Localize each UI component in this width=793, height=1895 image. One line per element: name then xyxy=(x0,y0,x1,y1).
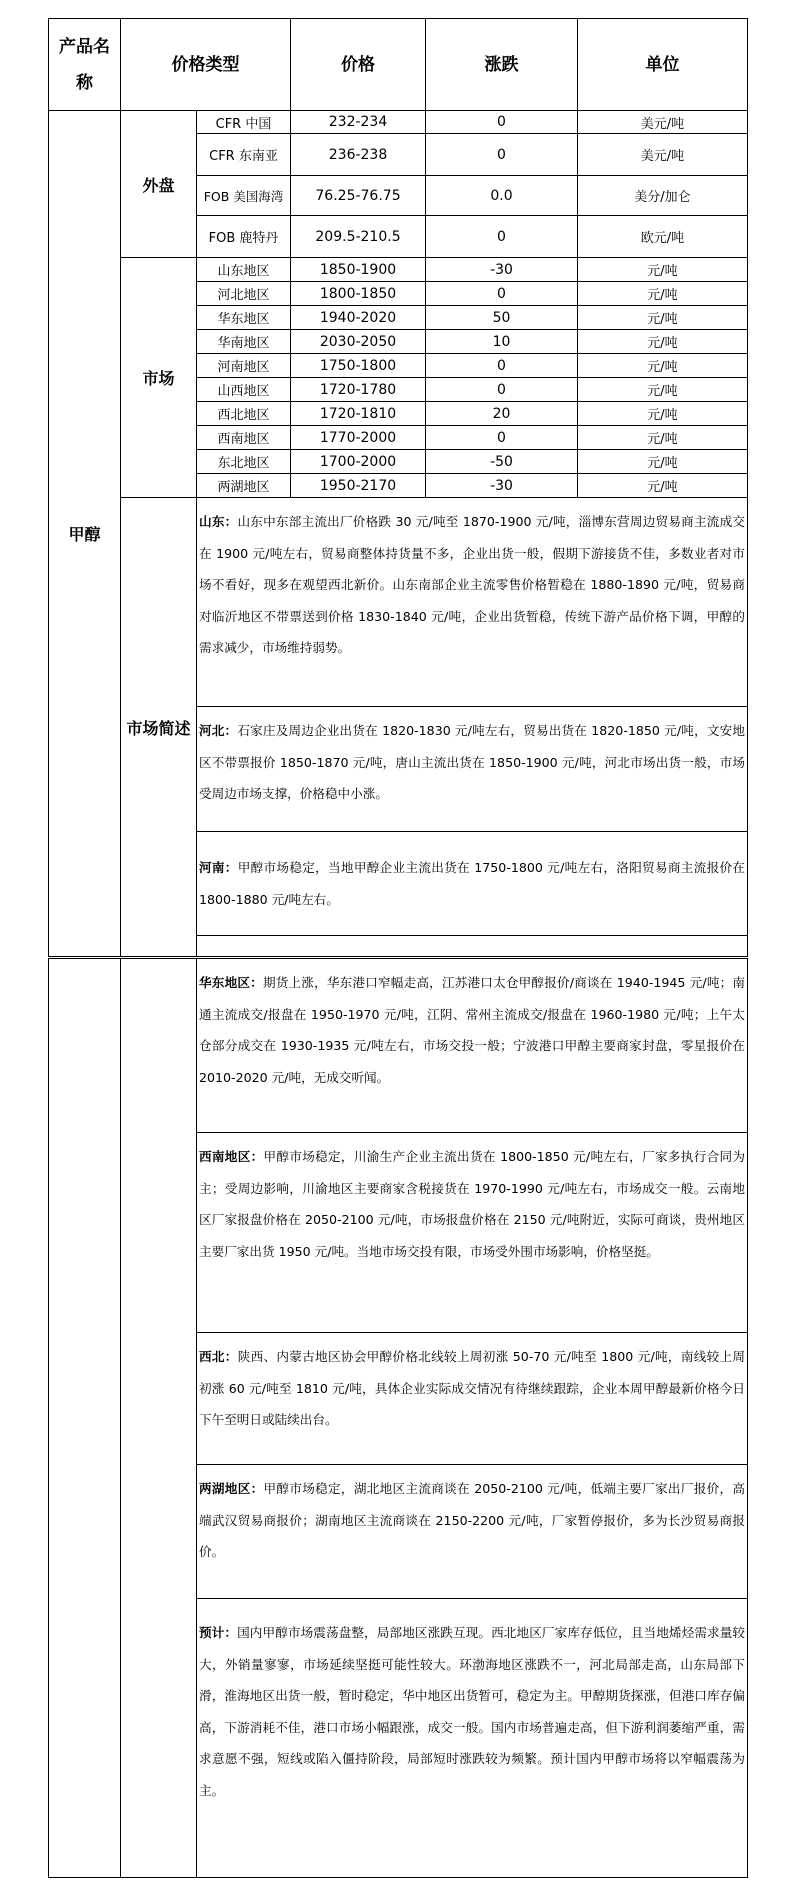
mkt-change: -50 xyxy=(490,453,513,470)
mkt-unit: 元/吨 xyxy=(647,384,678,399)
mkt-unit: 元/吨 xyxy=(647,336,678,351)
mkt-change: 0 xyxy=(497,429,506,446)
mkt-unit: 元/吨 xyxy=(647,432,678,447)
paragraph-text: 国内甲醇市场震荡盘整，局部地区涨跌互现。西北地区厂家库存低位，且当地烯烃需求量较大，外销量寥寥，市场延续坚挺可能性较大。环渤海地区涨跌不一，河北局部走高，山东局部下滑，淮海地区出货一般，暂时稳定，华中地区出货暂可，稳定为主。甲醇期货探涨，但港口库存偏高，下游消耗不佳，港口市场小幅跟涨，成交一般。国内市场普遍走高，但下游利润萎缩严重，需求意愿不强，短线或陷入僵持阶段，局部短时涨跌较为频繁。预计国内甲醇市场将以窄幅震荡为主。 xyxy=(199,1625,746,1798)
header-price: 价格 xyxy=(341,54,375,75)
mkt-type: 西北地区 xyxy=(217,408,270,423)
mkt-unit: 元/吨 xyxy=(647,360,678,375)
region-label: 预计： xyxy=(199,1625,238,1640)
summary-paragraph-hubei-hunan xyxy=(197,1465,747,1598)
summary-paragraph-east-china xyxy=(197,959,747,1132)
ext-type-1: CFR 中国 xyxy=(215,116,272,132)
ext-change-3: 0.0 xyxy=(490,187,513,204)
mkt-price: 1720-1780 xyxy=(319,381,397,398)
mkt-unit: 元/吨 xyxy=(647,264,678,279)
mkt-type: 华东地区 xyxy=(217,312,270,327)
ext-type-3: FOB 美国海湾 xyxy=(203,188,284,204)
mkt-price: 1700-2000 xyxy=(319,453,397,470)
mkt-unit: 元/吨 xyxy=(647,480,678,495)
ext-unit-3: 美分/加仑 xyxy=(634,190,691,205)
mkt-price: 1950-2170 xyxy=(319,477,397,494)
mkt-change: 0 xyxy=(497,381,506,398)
summary-paragraph-hebei xyxy=(197,707,747,831)
mkt-change: 20 xyxy=(492,405,511,422)
mkt-type: 东北地区 xyxy=(217,456,270,471)
paragraph-text: 期货上涨，华东港口窄幅走高，江苏港口太仓甲醇报价/商谈在 1940-1945 元/吨；南通主流成交/报盘在 1950-1970 元/吨，江阴、常州主流成交/报盘在 1960-1980 元/吨；上午太仓部分成交在 1930-1935 元/吨左右，市场交投一般；宁波港口甲醇主要商家封盘，零星报价在 2010-2020 元/吨，无成交听闻。 xyxy=(199,975,746,1085)
region-label: 河北： xyxy=(199,723,238,738)
mkt-price: 1940-2020 xyxy=(319,309,397,326)
mkt-price: 2030-2050 xyxy=(319,333,397,350)
ext-type-2: CFR 东南亚 xyxy=(209,149,278,164)
summary-paragraph-forecast xyxy=(197,1599,747,1877)
mkt-price: 1850-1900 xyxy=(319,261,397,278)
mkt-type: 华南地区 xyxy=(217,336,270,351)
mkt-unit: 元/吨 xyxy=(647,456,678,471)
paragraph-text: 陕西、内蒙古地区协会甲醇价格北线较上周初涨 50-70 元/吨至 1800 元/吨，南线较上周初涨 60 元/吨至 1810 元/吨，具体企业实际成交情况有待继续跟踪，企业本周甲醇最新价格今日下午至明日或陆续出台。 xyxy=(199,1349,745,1427)
region-label: 西北： xyxy=(199,1349,238,1364)
mkt-type: 河北地区 xyxy=(217,288,270,303)
mkt-change: -30 xyxy=(490,477,513,494)
mkt-type: 河南地区 xyxy=(217,360,270,375)
mkt-price: 1800-1850 xyxy=(319,285,397,302)
mkt-change: 0 xyxy=(497,357,506,374)
paragraph-text: 甲醇市场稳定，湖北地区主流商谈在 2050-2100 元/吨，低端主要厂家出厂报价，高端武汉贸易商报价；湖南地区主流商谈在 2150-2200 元/吨，厂家暂停报价，多为长沙贸易商报价。 xyxy=(199,1481,745,1559)
summary-paragraph-northwest xyxy=(197,1333,747,1464)
summary-label: 市场简述 xyxy=(126,718,191,738)
ext-price-2: 236-238 xyxy=(328,146,388,163)
paragraph-text: 甲醇市场稳定，当地甲醇企业主流出货在 1750-1800 元/吨左右，洛阳贸易商主流报价在 1800-1880 元/吨左右。 xyxy=(199,860,746,907)
mkt-unit: 元/吨 xyxy=(647,288,678,303)
region-label: 华东地区： xyxy=(199,975,263,990)
mkt-unit: 元/吨 xyxy=(647,312,678,327)
header-change: 涨跌 xyxy=(484,54,519,75)
ext-change-2: 0 xyxy=(497,146,506,163)
ext-change-1: 0 xyxy=(497,114,506,130)
summary-paragraph-henan xyxy=(197,832,747,935)
ext-price-3: 76.25-76.75 xyxy=(315,187,401,204)
ext-price-1: 232-234 xyxy=(328,114,388,130)
mkt-change: 10 xyxy=(492,333,511,350)
mkt-change: 50 xyxy=(492,309,511,326)
paragraph-text: 石家庄及周边企业出货在 1820-1830 元/吨左右，贸易出货在 1820-1850 元/吨，文安地区不带票报价 1850-1870 元/吨，唐山主流出货在 1850-1900 元/吨，河北市场出货一般，市场受周边市场支撑，价格稳中小涨。 xyxy=(199,723,746,801)
external-label: 外盘 xyxy=(142,175,175,195)
mkt-price: 1750-1800 xyxy=(319,357,397,374)
mkt-type: 山西地区 xyxy=(217,384,270,399)
mkt-type: 山东地区 xyxy=(217,264,270,279)
mkt-price: 1720-1810 xyxy=(319,405,397,422)
paragraph-text: 山东中东部主流出厂价格跌 30 元/吨至 1870-1900 元/吨，淄博东营周边贸易商主流成交在 1900 元/吨左右，贸易商整体持货量不多，企业出货一般，假期下游接货不佳，多数业者对市场不看好，现多在观望西北新价。山东南部企业主流零售价格暂稳在 1880-1890 元/吨，贸易商对临沂地区不带票送到价格 1830-1840 元/吨，企业出货暂稳，传统下游产品价格下调，甲醇的需求减少，市场维持弱势。 xyxy=(199,514,746,655)
ext-type-4: FOB 鹿特丹 xyxy=(208,231,279,246)
mkt-type: 西南地区 xyxy=(217,432,270,447)
region-label: 河南： xyxy=(199,860,238,875)
header-product: 产品名称 xyxy=(59,36,110,93)
ext-unit-4: 欧元/吨 xyxy=(640,231,685,246)
ext-unit-2: 美元/吨 xyxy=(640,149,685,164)
region-label: 山东： xyxy=(199,514,238,529)
header-price-type: 价格类型 xyxy=(171,54,240,75)
market-label: 市场 xyxy=(142,369,175,388)
mkt-type: 两湖地区 xyxy=(217,480,270,495)
summary-paragraph-shandong xyxy=(197,498,747,706)
mkt-change: 0 xyxy=(497,285,506,302)
product-name: 甲醇 xyxy=(68,525,101,544)
summary-paragraph-southwest xyxy=(197,1133,747,1332)
header-unit: 单位 xyxy=(645,54,680,75)
region-label: 西南地区： xyxy=(199,1149,264,1164)
ext-unit-1: 美元/吨 xyxy=(640,116,685,132)
mkt-unit: 元/吨 xyxy=(647,408,678,423)
paragraph-text: 甲醇市场稳定，川渝生产企业主流出货在 1800-1850 元/吨左右，厂家多执行合同为主；受周边影响，川渝地区主要商家含税接货在 1970-1990 元/吨左右，市场成交一般。云南地区厂家报盘价格在 2050-2100 元/吨，市场报盘价格在 2150 元/吨附近，实际可商谈，贵州地区主要厂家出货 1950 元/吨。当地市场交投有限，市场受外围市场影响，价格坚挺。 xyxy=(199,1149,745,1259)
ext-price-4: 209.5-210.5 xyxy=(315,228,401,245)
mkt-change: -30 xyxy=(490,261,513,278)
mkt-price: 1770-2000 xyxy=(319,429,397,446)
ext-change-4: 0 xyxy=(497,228,506,245)
region-label: 两湖地区： xyxy=(199,1481,264,1496)
